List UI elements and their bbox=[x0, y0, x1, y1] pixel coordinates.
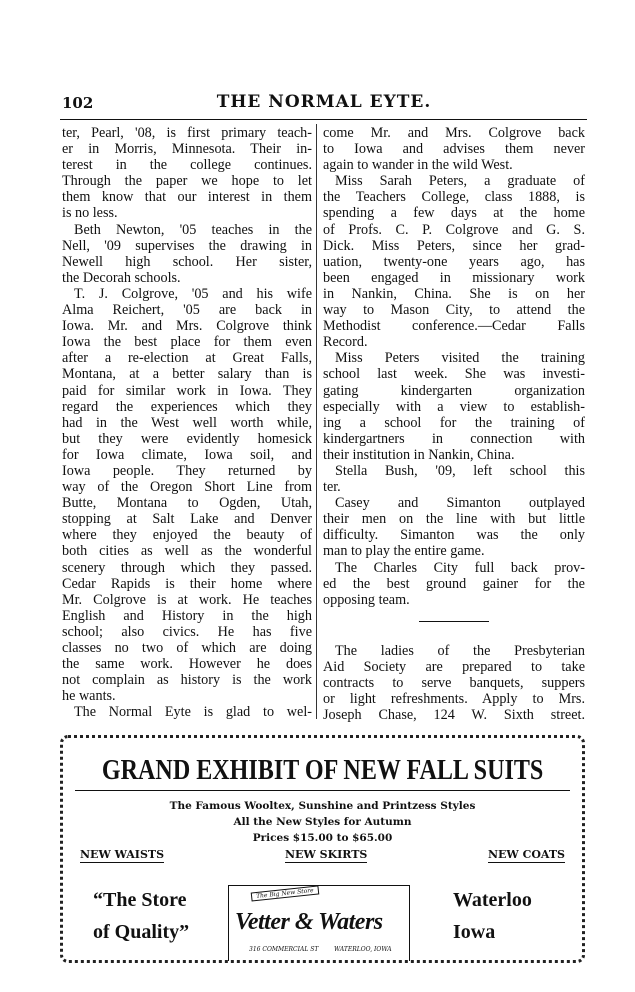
text-line: gating kindergarten organization bbox=[323, 382, 585, 399]
paragraph bbox=[62, 222, 312, 286]
ad-line-brands: The Famous Wooltex, Sunshine and Printzess Styles bbox=[169, 800, 476, 812]
paragraph bbox=[62, 286, 312, 704]
text-line: paid for similar work in Iowa. They bbox=[62, 382, 312, 399]
ad-new-waists: NEW WAISTS bbox=[80, 848, 165, 861]
text-line: The ladies of the Presbyterian bbox=[335, 642, 585, 659]
ad-state: Iowa bbox=[453, 921, 496, 943]
text-line: Iowa. Mr. and Mrs. Colgrove think bbox=[62, 318, 312, 335]
text-line: the Decorah schools. bbox=[62, 269, 181, 286]
page-number: 102 bbox=[62, 94, 94, 112]
text-line: regard the experiences which they bbox=[62, 398, 312, 415]
text-line: Iowa people. They returned by bbox=[62, 462, 312, 479]
text-line: Iowa the best place for them even bbox=[62, 334, 312, 351]
text-line: the Teachers College, class 1888, is bbox=[323, 189, 585, 206]
text-line: both cities as well as the wonderful bbox=[62, 543, 312, 560]
text-line: difficulty. Simanton was the only bbox=[323, 527, 585, 544]
text-line: Dick. Miss Peters, since her grad- bbox=[323, 237, 585, 254]
paragraph bbox=[323, 643, 585, 723]
text-line: scenery through which they passed. bbox=[62, 559, 312, 576]
text-line: Methodist conference.—Cedar Falls bbox=[323, 318, 585, 335]
ad-slogan-2: of Quality” bbox=[93, 921, 190, 943]
ad-line-styles: All the New Styles for Autumn bbox=[233, 816, 412, 828]
advertisement bbox=[60, 735, 585, 963]
text-line: not complain as history is the work bbox=[62, 672, 312, 689]
text-line: Alma Reichert, '05 are back in bbox=[62, 302, 312, 319]
text-line: come Mr. and Mrs. Colgrove back bbox=[323, 125, 585, 141]
left-column bbox=[62, 125, 312, 720]
text-line: school last week. She was investi- bbox=[323, 366, 585, 383]
paragraph bbox=[62, 704, 312, 720]
text-line: again to wander in the wild West. bbox=[323, 157, 513, 174]
text-line: Butte, Montana to Ogden, Utah, bbox=[62, 495, 312, 512]
text-line: had in the West well worth while, bbox=[62, 414, 312, 431]
text-line: ter, Pearl, '08, is first primary teach- bbox=[62, 125, 312, 141]
paragraph bbox=[323, 350, 585, 463]
text-line: but they were evidently homesick bbox=[62, 430, 312, 447]
journal-title: THE NORMAL EYTE. bbox=[216, 92, 432, 112]
text-line: in Nankin, China. She is on her bbox=[323, 285, 585, 302]
text-line: The Normal Eyte is glad to wel- bbox=[74, 704, 312, 721]
text-line: where they enjoyed the beauty of bbox=[62, 527, 312, 544]
text-line: Mr. Colgrove is at work. He teaches bbox=[62, 591, 312, 608]
logo-address: 316 COMMERCIAL ST bbox=[249, 946, 319, 953]
paragraph bbox=[323, 495, 585, 559]
ad-headline: GRAND EXHIBIT OF NEW FALL SUITS bbox=[101, 755, 544, 786]
text-line: uation, twenty-one years ago, has bbox=[323, 253, 585, 270]
text-line: for Iowa climate, Iowa soil, and bbox=[62, 446, 312, 463]
logo-banner: The Big New Store bbox=[251, 885, 319, 901]
text-line: er in Morris, Minnesota. Their in- bbox=[62, 141, 312, 158]
text-line: classes no two of which are doing bbox=[62, 640, 312, 656]
text-line: the same work. However he does bbox=[62, 656, 312, 673]
ad-slogan-1: “The Store bbox=[93, 889, 187, 911]
text-line: English and History in the high bbox=[62, 607, 312, 624]
right-column bbox=[323, 125, 585, 723]
ad-new-skirts: NEW SKIRTS bbox=[285, 848, 368, 861]
ad-line-prices: Prices $15.00 to $65.00 bbox=[252, 832, 393, 844]
column-divider bbox=[316, 124, 317, 719]
logo-name: Vetter & Waters bbox=[235, 909, 383, 935]
running-header bbox=[62, 92, 586, 114]
text-line: T. J. Colgrove, '05 and his wife bbox=[74, 285, 312, 302]
text-line: their institution in Nankin, China. bbox=[323, 446, 515, 463]
text-line: is no less. bbox=[62, 205, 118, 222]
paragraph bbox=[323, 125, 585, 173]
text-line: ing a school for the training of bbox=[323, 414, 585, 431]
text-line: Nell, '09 supervises the drawing in bbox=[62, 237, 312, 254]
header-rule bbox=[60, 119, 587, 120]
text-line: The Charles City full back prov- bbox=[335, 559, 585, 576]
paragraph bbox=[323, 173, 585, 350]
logo-city: WATERLOO, IOWA bbox=[334, 946, 392, 953]
text-line: Cedar Rapids is their home where bbox=[62, 575, 312, 592]
text-line: or light refreshments. Apply to Mrs. bbox=[323, 691, 585, 708]
text-line: Stella Bush, '09, left school this bbox=[335, 462, 585, 479]
text-line: contracts to serve banquets, suppers bbox=[323, 675, 585, 691]
text-line: Miss Peters visited the training bbox=[335, 350, 585, 367]
text-line: way to Mason City, to attend the bbox=[323, 302, 585, 319]
text-line: man to play the entire game. bbox=[323, 543, 485, 560]
text-line: them know that our interest in them bbox=[62, 189, 312, 206]
text-line: Newell high school. Her sister, bbox=[62, 253, 312, 270]
paragraph bbox=[323, 463, 585, 495]
text-line: way of the Oregon Short Line from bbox=[62, 479, 312, 496]
text-line: Joseph Chase, 124 W. Sixth street. bbox=[323, 707, 585, 724]
text-line: of Profs. C. P. Colgrove and G. S. bbox=[323, 221, 585, 238]
ad-new-coats: NEW COATS bbox=[487, 848, 565, 861]
text-line: ter. bbox=[323, 479, 341, 496]
text-line: Aid Society are prepared to take bbox=[323, 658, 585, 675]
text-line: Miss Sarah Peters, a graduate of bbox=[335, 173, 585, 190]
text-line: to Iowa and advises them never bbox=[323, 141, 585, 158]
text-line: terest in the college continues. bbox=[62, 157, 312, 174]
text-line: Casey and Simanton outplayed bbox=[335, 495, 585, 512]
text-line: been engaged in missionary work bbox=[323, 269, 585, 286]
text-line: Montana, at a better salary than is bbox=[62, 366, 312, 383]
text-line: ed the best ground gainer for the bbox=[323, 575, 585, 592]
text-line: after a re-election at Great Falls, bbox=[62, 350, 312, 367]
text-line: especially with a view to establish- bbox=[323, 398, 585, 415]
text-line: Beth Newton, '05 teaches in the bbox=[74, 221, 312, 238]
ad-city: Waterloo bbox=[453, 889, 532, 911]
text-line: Through the paper we hope to let bbox=[62, 173, 312, 190]
text-line: school; also civics. He has five bbox=[62, 623, 312, 640]
paragraph bbox=[62, 125, 312, 222]
section-rule bbox=[419, 621, 489, 622]
text-line: stopping at Salt Lake and Denver bbox=[62, 511, 312, 528]
ad-headline-band bbox=[75, 754, 570, 791]
store-logo bbox=[228, 885, 410, 961]
text-line: spending a few days at the home bbox=[323, 205, 585, 222]
paragraph bbox=[323, 560, 585, 608]
text-line: Record. bbox=[323, 334, 368, 351]
text-line: kindergartners in connection with bbox=[323, 430, 585, 447]
text-line: opposing team. bbox=[323, 591, 410, 608]
text-line: their men on the line with but little bbox=[323, 511, 585, 528]
text-line: he wants. bbox=[62, 688, 116, 705]
